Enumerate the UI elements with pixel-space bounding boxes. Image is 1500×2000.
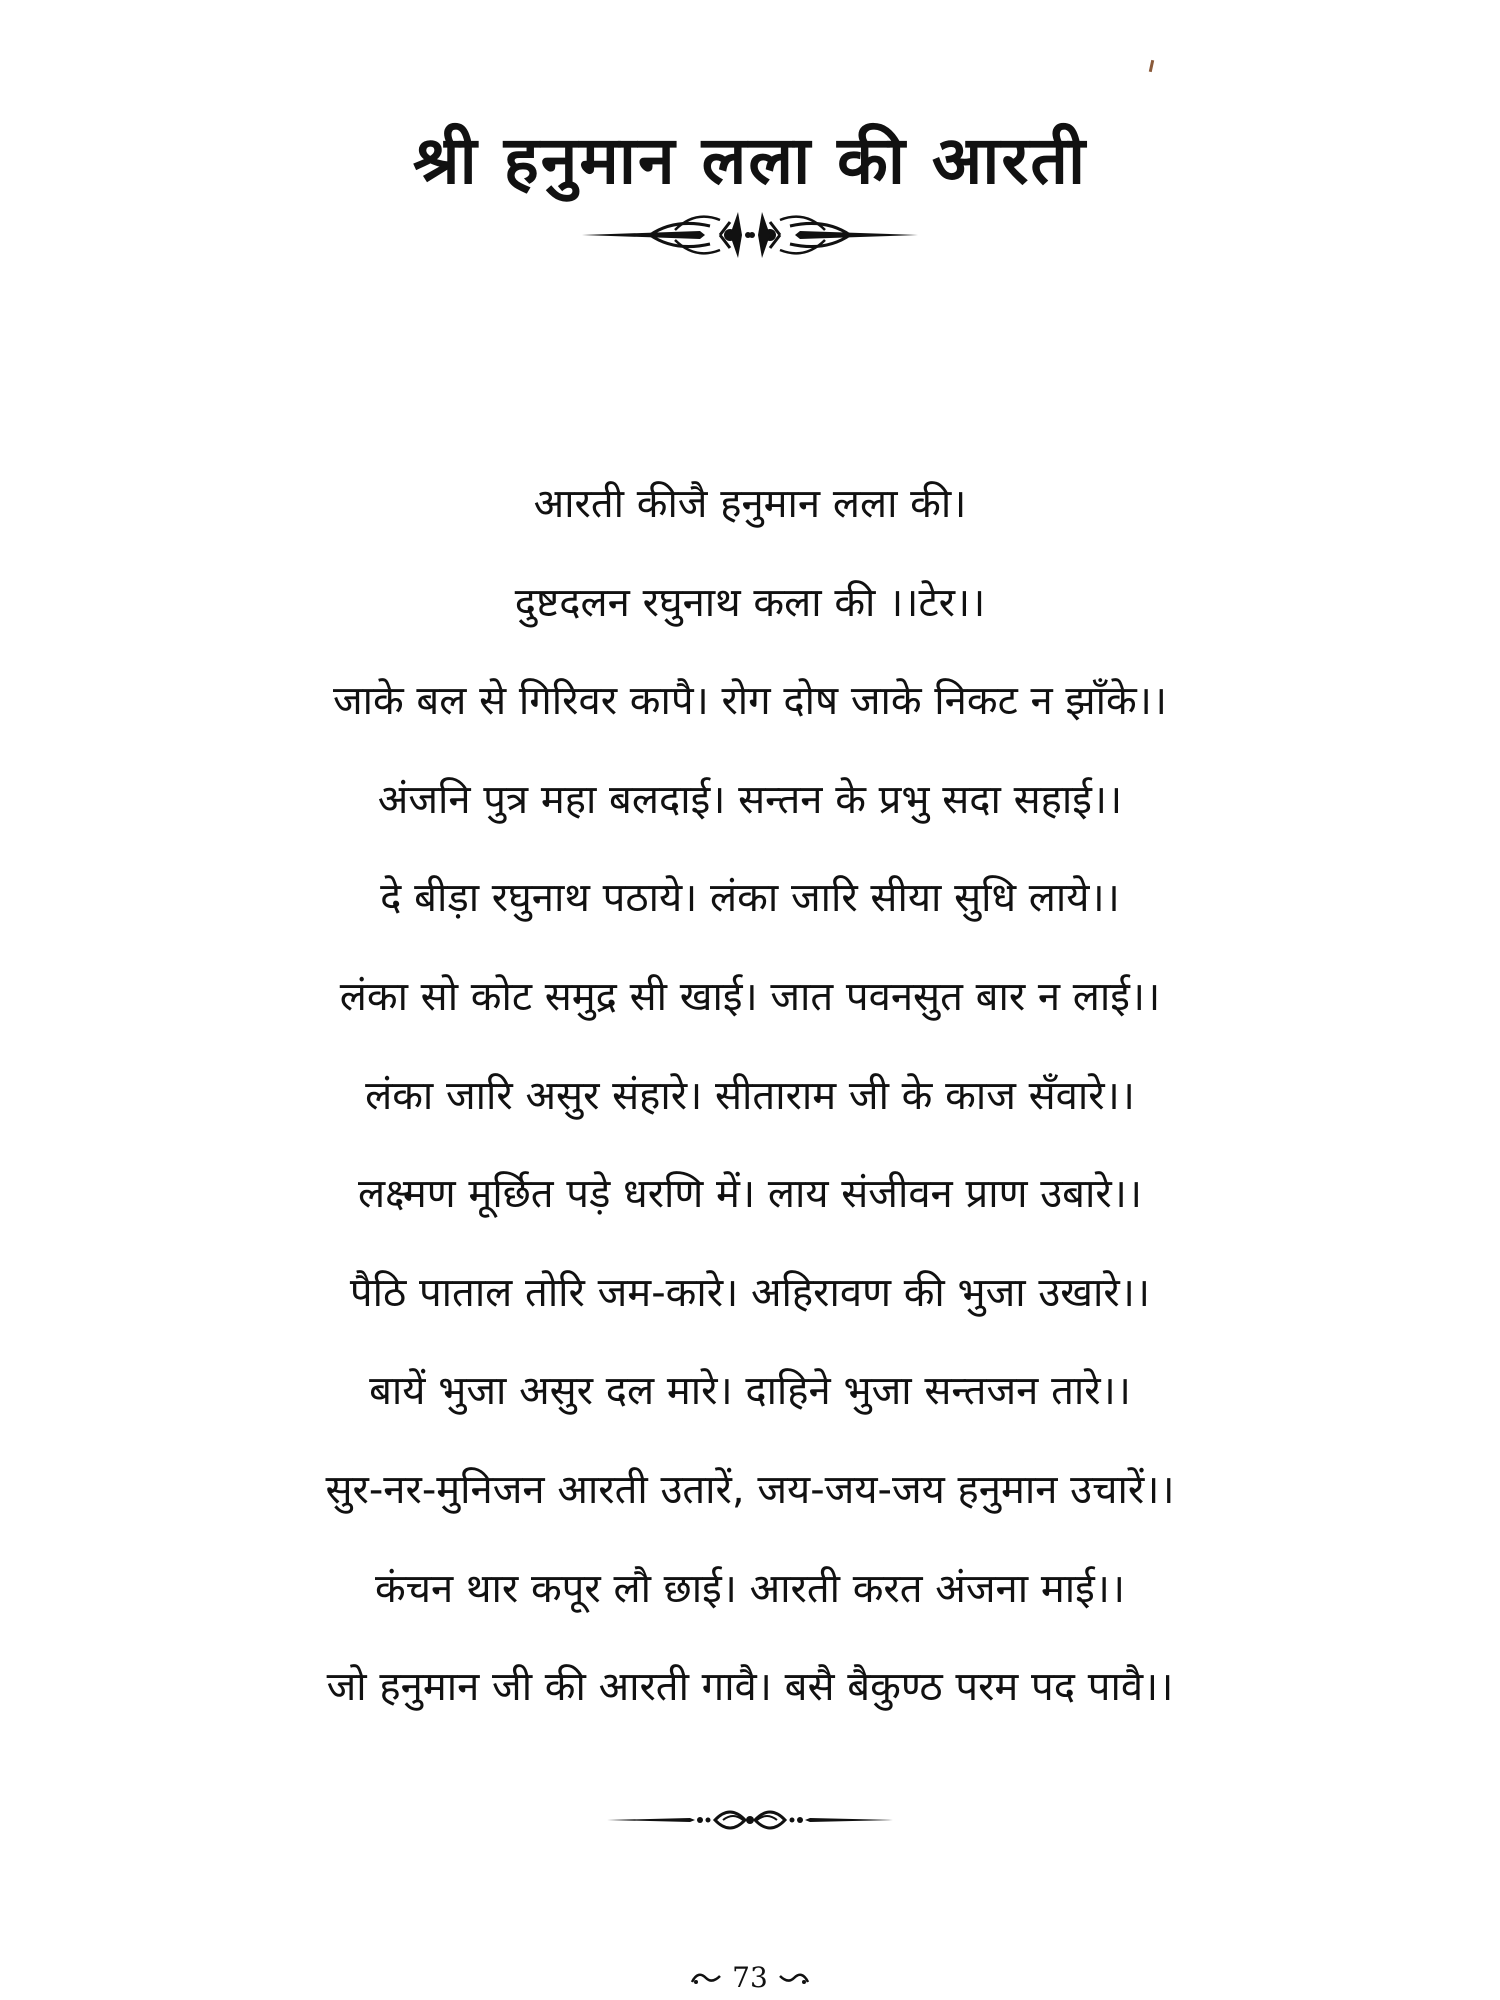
page-number-value: 73 [732,1961,768,1994]
verse-line: दुष्टदलन रघुनाथ कला की ।।टेर।। [514,579,986,626]
floral-divider-icon [580,200,920,270]
page-title: श्री हनुमान लला की आरती [412,122,1088,200]
verse-line: लक्ष्मण मूर्छित पड़े धरणि में। लाय संजीवन प्राण उबारे।। [357,1171,1143,1218]
verse-line: लंका सो कोट समुद्र सी खाई। जात पवनसुत बार न लाई।। [339,973,1161,1020]
verse-line: बायें भुजा असुर दल मारे। दाहिने भुजा सन्तजन तारे।। [369,1368,1131,1415]
flourish-left-icon [690,1968,722,1988]
scroll-divider-icon [605,1800,895,1840]
verse-line: कंचन थार कपूर लौ छाई। आरती करत अंजना माई।। [374,1565,1126,1612]
verse-line: लंका जारि असुर संहारे। सीताराम जी के काज सँवारे।। [365,1072,1135,1119]
verse-line: आरती कीजै हनुमान लला की। [533,481,967,527]
verse-line: अंजनि पुत्र महा बलदाई। सन्तन के प्रभु सदा सहाई।। [377,776,1123,823]
page-number [0,1960,1500,1997]
stray-ink-mark [1149,60,1154,72]
verse-line: पैठि पाताल तोरि जम-कारे। अहिरावण की भुजा उखारे।। [349,1269,1151,1316]
verse-line: सुर-नर-मुनिजन आरती उतारें, जय-जय-जय हनुमान उचारें।। [325,1466,1175,1513]
flourish-right-icon [778,1968,810,1988]
verse-line: दे बीड़ा रघुनाथ पठाये। लंका जारि सीया सुधि लाये।। [380,875,1120,922]
aarti-verses [0,455,1500,1737]
verse-line: जाके बल से गिरिवर कापै। रोग दोष जाके निकट न झाँके।। [332,678,1168,725]
verse-line: जो हनुमान जी की आरती गावै। बसै बैकुण्ठ परम पद पावै।। [326,1664,1174,1711]
